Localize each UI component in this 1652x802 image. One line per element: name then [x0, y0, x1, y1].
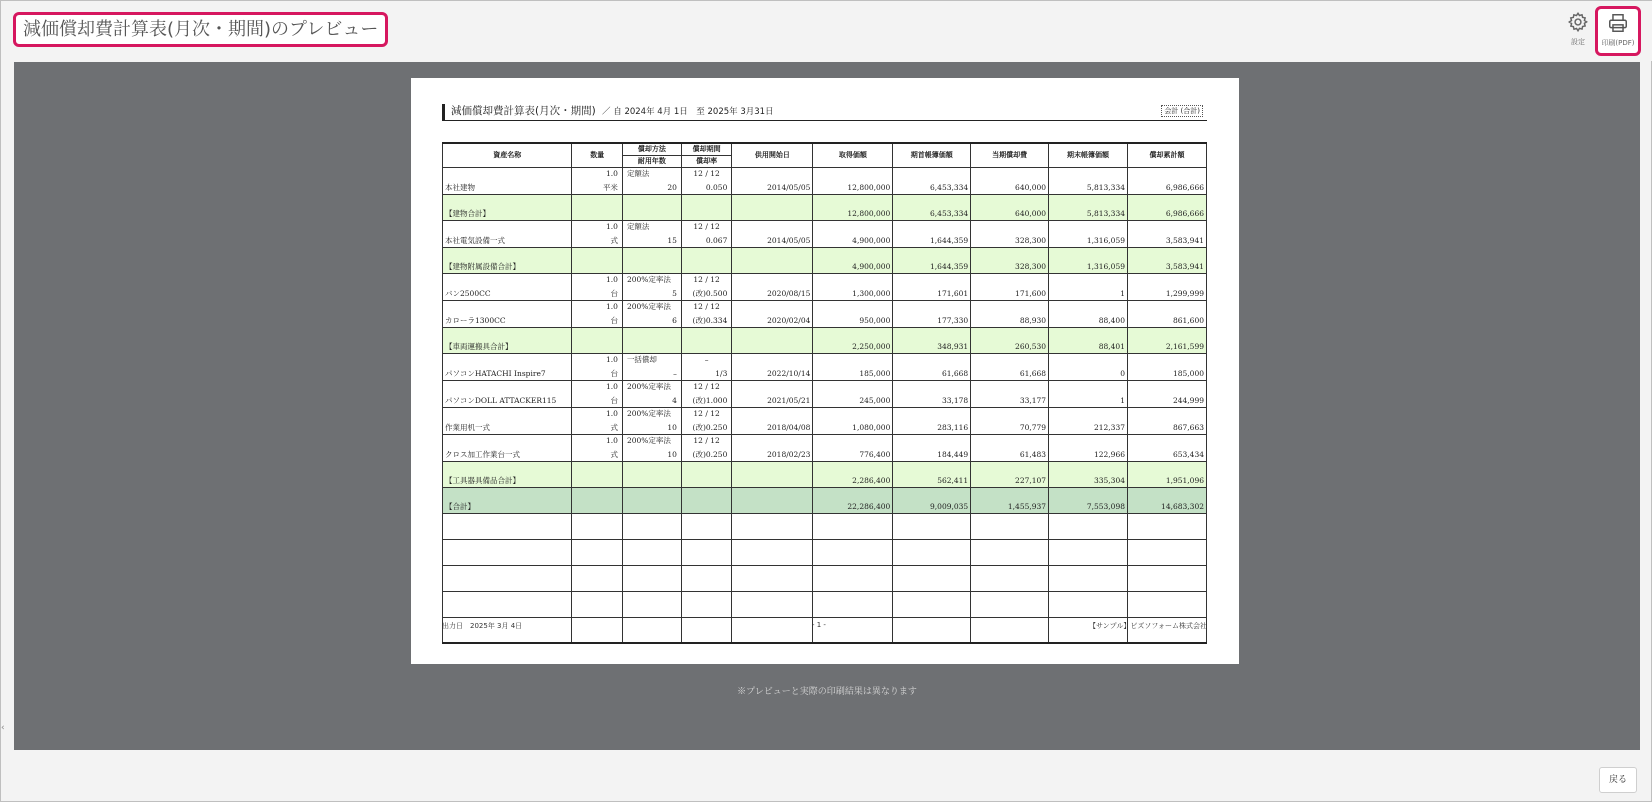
blank-cell — [443, 565, 572, 591]
quantity-cell-bottom: 式 — [610, 422, 618, 432]
method-cell-top: 定額法 — [626, 221, 650, 231]
asset-name-cell: バン2500CC — [443, 273, 572, 300]
table-row — [443, 167, 1207, 194]
method-cell — [622, 300, 681, 327]
quantity-cell-bottom: 式 — [610, 235, 618, 245]
blank-cell — [443, 513, 572, 539]
method-cell-top: 定額法 — [626, 168, 650, 178]
method-cell-bottom: 10 — [667, 449, 677, 459]
period-cell-top: 12 / 12 — [693, 274, 720, 284]
quantity-cell — [572, 273, 623, 300]
blank-row — [443, 591, 1207, 617]
opening-book-cell: 1,644,359 — [893, 220, 971, 247]
quantity-cell-bottom: 台 — [610, 395, 618, 405]
closing-book-cell: 1 — [1049, 380, 1128, 407]
quantity-cell-bottom: 台 — [610, 288, 618, 298]
current-dep-cell: 260,530 — [971, 327, 1049, 353]
closing-book-cell: 5,813,334 — [1049, 194, 1128, 220]
quantity-cell-top: 1.0 — [606, 168, 618, 178]
current-dep-cell: 70,779 — [971, 407, 1049, 434]
asset-name-cell: 【建物附属設備合計】 — [443, 247, 572, 273]
quantity-cell — [572, 407, 623, 434]
method-cell — [622, 487, 681, 513]
blank-cell — [1049, 565, 1128, 591]
period-cell-bottom: 0.067 — [705, 235, 728, 245]
table-row — [443, 353, 1207, 380]
quantity-cell-bottom: 式 — [610, 449, 618, 459]
subtotal-row — [443, 194, 1207, 220]
blank-cell — [681, 565, 732, 591]
start-date-cell — [732, 247, 813, 273]
period-cell — [681, 300, 732, 327]
quantity-cell — [572, 461, 623, 487]
closing-book-cell: 1,316,059 — [1049, 247, 1128, 273]
asset-name-cell: 【工具器具備品合計】 — [443, 461, 572, 487]
opening-book-cell: 9,009,035 — [893, 487, 971, 513]
col-start-date: 供用開始日 — [732, 143, 813, 167]
start-date-cell — [732, 194, 813, 220]
quantity-cell — [572, 220, 623, 247]
blank-cell — [1049, 591, 1128, 617]
blank-cell — [443, 539, 572, 565]
period-cell — [681, 487, 732, 513]
page-title: 減価償却費計算表(月次・期間)のプレビュー — [13, 12, 388, 47]
opening-book-cell: 33,178 — [893, 380, 971, 407]
period-cell — [681, 461, 732, 487]
quantity-cell-bottom: 平米 — [602, 182, 618, 192]
current-dep-cell: 61,668 — [971, 353, 1049, 380]
blank-cell — [732, 513, 813, 539]
method-cell-top: 200%定率法 — [626, 435, 671, 445]
quantity-cell-top: 1.0 — [606, 435, 618, 445]
header-bar — [1, 1, 1652, 61]
blank-cell — [732, 539, 813, 565]
asset-name-cell: パソコンDOLL ATTACKER115 — [443, 380, 572, 407]
opening-book-cell: 562,411 — [893, 461, 971, 487]
blank-cell — [893, 565, 971, 591]
blank-cell — [971, 539, 1049, 565]
method-cell — [622, 461, 681, 487]
acquisition-cell: 185,000 — [813, 353, 893, 380]
col-rate: 償却率 — [681, 155, 732, 167]
method-cell-bottom: 10 — [667, 422, 677, 432]
closing-book-cell: 88,401 — [1049, 327, 1128, 353]
quantity-cell-top: 1.0 — [606, 354, 618, 364]
report-heading — [442, 104, 1207, 121]
closing-book-cell: 88,400 — [1049, 300, 1128, 327]
accumulated-cell: 1,951,096 — [1127, 461, 1206, 487]
preview-area[interactable] — [14, 62, 1640, 750]
quantity-cell — [572, 327, 623, 353]
period-cell-bottom: (改)0.500 — [692, 288, 728, 298]
method-cell — [622, 273, 681, 300]
acquisition-cell: 4,900,000 — [813, 247, 893, 273]
asset-name-cell: クロス加工作業台一式 — [443, 434, 572, 461]
report-title: 減価償却費計算表(月次・期間) — [451, 105, 596, 117]
settings-label: 設定 — [1571, 38, 1585, 46]
accumulated-cell: 185,000 — [1127, 353, 1206, 380]
method-cell — [622, 434, 681, 461]
col-method: 償却方法 — [622, 143, 681, 155]
quantity-cell-top: 1.0 — [606, 408, 618, 418]
col-acquisition: 取得価額 — [813, 143, 893, 167]
gear-icon — [1567, 18, 1589, 37]
quantity-cell — [572, 487, 623, 513]
back-button[interactable]: 戻る — [1599, 767, 1637, 793]
blank-cell — [681, 591, 732, 617]
blank-cell — [1127, 513, 1206, 539]
printer-icon — [1607, 19, 1629, 38]
blank-cell — [1127, 591, 1206, 617]
period-cell-top: 12 / 12 — [693, 408, 720, 418]
blank-cell — [732, 565, 813, 591]
method-cell — [622, 380, 681, 407]
quantity-cell-bottom: 台 — [610, 368, 618, 378]
blank-cell — [572, 513, 623, 539]
blank-cell — [572, 539, 623, 565]
method-cell-top: 200%定率法 — [626, 301, 671, 311]
asset-name-cell: 本社建物 — [443, 167, 572, 194]
subtotal-row — [443, 327, 1207, 353]
table-row — [443, 380, 1207, 407]
method-cell-bottom: 5 — [672, 288, 677, 298]
method-cell — [622, 407, 681, 434]
settings-button[interactable] — [1557, 11, 1599, 57]
print-label: 印刷(PDF) — [1601, 39, 1635, 47]
start-date-cell — [732, 487, 813, 513]
asset-name-cell: 本社電気設備一式 — [443, 220, 572, 247]
preview-note: ※プレビューと実際の印刷結果は異なります — [737, 687, 917, 697]
blank-cell — [622, 513, 681, 539]
quantity-cell — [572, 194, 623, 220]
report-footer — [442, 621, 1207, 633]
current-dep-cell: 227,107 — [971, 461, 1049, 487]
page-number: - 1 - — [812, 621, 826, 629]
quantity-cell-top: 1.0 — [606, 274, 618, 284]
opening-book-cell: 6,453,334 — [893, 167, 971, 194]
accumulated-cell: 244,999 — [1127, 380, 1206, 407]
acquisition-cell: 2,286,400 — [813, 461, 893, 487]
blank-cell — [1127, 565, 1206, 591]
accumulated-cell: 3,583,941 — [1127, 220, 1206, 247]
method-cell-bottom: 6 — [672, 315, 677, 325]
period-cell — [681, 194, 732, 220]
table-row — [443, 300, 1207, 327]
method-cell — [622, 167, 681, 194]
start-date-cell: 2018/04/08 — [732, 407, 813, 434]
method-cell — [622, 220, 681, 247]
opening-book-cell: 283,116 — [893, 407, 971, 434]
blank-cell — [893, 539, 971, 565]
print-pdf-button[interactable] — [1595, 6, 1641, 56]
blank-cell — [1127, 539, 1206, 565]
start-date-cell — [732, 327, 813, 353]
period-cell — [681, 327, 732, 353]
blank-cell — [813, 513, 893, 539]
period-cell-bottom: (改)0.334 — [692, 315, 728, 325]
period-cell — [681, 380, 732, 407]
current-dep-cell: 328,300 — [971, 247, 1049, 273]
report-badge: 会計 (合計) — [1161, 105, 1203, 117]
opening-book-cell: 6,453,334 — [893, 194, 971, 220]
blank-row — [443, 513, 1207, 539]
blank-cell — [893, 513, 971, 539]
asset-name-cell: 【合計】 — [443, 487, 572, 513]
opening-book-cell: 184,449 — [893, 434, 971, 461]
subtotal-row — [443, 461, 1207, 487]
period-cell-bottom: (改)1.000 — [692, 395, 728, 405]
opening-book-cell: 61,668 — [893, 353, 971, 380]
blank-cell — [622, 591, 681, 617]
closing-book-cell: 5,813,334 — [1049, 167, 1128, 194]
current-dep-cell: 88,930 — [971, 300, 1049, 327]
method-cell-bottom: 4 — [672, 395, 677, 405]
period-cell — [681, 407, 732, 434]
opening-book-cell: 348,931 — [893, 327, 971, 353]
depreciation-table — [442, 142, 1207, 644]
report-period: ／ 自 2024年 4月 1日 至 2025年 3月31日 — [602, 107, 774, 117]
acquisition-cell: 12,800,000 — [813, 194, 893, 220]
blank-cell — [443, 591, 572, 617]
table-row — [443, 273, 1207, 300]
sidebar-toggle-icon[interactable]: ‹ — [1, 723, 5, 733]
period-cell-top: 12 / 12 — [693, 221, 720, 231]
current-dep-cell: 171,600 — [971, 273, 1049, 300]
method-cell — [622, 247, 681, 273]
accumulated-cell: 6,986,666 — [1127, 167, 1206, 194]
asset-name-cell: 【車両運搬具合計】 — [443, 327, 572, 353]
col-current-dep: 当期償却費 — [971, 143, 1049, 167]
period-cell-bottom: 1/3 — [715, 368, 728, 378]
blank-cell — [813, 591, 893, 617]
period-cell — [681, 434, 732, 461]
method-cell-bottom: – — [673, 368, 677, 378]
current-dep-cell: 61,483 — [971, 434, 1049, 461]
method-cell — [622, 327, 681, 353]
table-row — [443, 434, 1207, 461]
col-period: 償却期間 — [681, 143, 732, 155]
current-dep-cell: 1,455,937 — [971, 487, 1049, 513]
closing-book-cell: 1,316,059 — [1049, 220, 1128, 247]
acquisition-cell: 12,800,000 — [813, 167, 893, 194]
quantity-cell — [572, 167, 623, 194]
current-dep-cell: 328,300 — [971, 220, 1049, 247]
start-date-cell: 2021/05/21 — [732, 380, 813, 407]
accumulated-cell: 1,299,999 — [1127, 273, 1206, 300]
acquisition-cell: 950,000 — [813, 300, 893, 327]
period-cell-bottom: (改)0.250 — [692, 422, 728, 432]
method-cell — [622, 194, 681, 220]
opening-book-cell: 177,330 — [893, 300, 971, 327]
method-cell-top: 200%定率法 — [626, 381, 671, 391]
blank-cell — [971, 513, 1049, 539]
method-cell — [622, 353, 681, 380]
period-cell-bottom: 0.050 — [705, 182, 728, 192]
acquisition-cell: 2,250,000 — [813, 327, 893, 353]
closing-book-cell: 122,966 — [1049, 434, 1128, 461]
accumulated-cell: 6,986,666 — [1127, 194, 1206, 220]
blank-row — [443, 565, 1207, 591]
start-date-cell: 2022/10/14 — [732, 353, 813, 380]
accumulated-cell: 861,600 — [1127, 300, 1206, 327]
blank-cell — [681, 539, 732, 565]
closing-book-cell: 0 — [1049, 353, 1128, 380]
quantity-cell — [572, 434, 623, 461]
closing-book-cell: 212,337 — [1049, 407, 1128, 434]
period-cell-top: 12 / 12 — [693, 168, 720, 178]
opening-book-cell: 171,601 — [893, 273, 971, 300]
acquisition-cell: 1,080,000 — [813, 407, 893, 434]
accumulated-cell: 653,434 — [1127, 434, 1206, 461]
acquisition-cell: 245,000 — [813, 380, 893, 407]
blank-cell — [732, 591, 813, 617]
period-cell — [681, 247, 732, 273]
acquisition-cell: 776,400 — [813, 434, 893, 461]
period-cell-top: 12 / 12 — [693, 381, 720, 391]
acquisition-cell: 22,286,400 — [813, 487, 893, 513]
blank-cell — [1049, 513, 1128, 539]
start-date-cell: 2020/08/15 — [732, 273, 813, 300]
output-date: 出力日 2025年 3月 4日 — [442, 622, 523, 630]
period-cell — [681, 273, 732, 300]
asset-name-cell: カローラ1300CC — [443, 300, 572, 327]
blank-cell — [622, 565, 681, 591]
blank-cell — [813, 539, 893, 565]
table-body — [443, 167, 1207, 643]
start-date-cell: 2018/02/23 — [732, 434, 813, 461]
closing-book-cell: 335,304 — [1049, 461, 1128, 487]
col-useful-life: 耐用年数 — [622, 155, 681, 167]
quantity-cell — [572, 300, 623, 327]
quantity-cell — [572, 380, 623, 407]
accumulated-cell: 14,683,302 — [1127, 487, 1206, 513]
opening-book-cell: 1,644,359 — [893, 247, 971, 273]
col-asset-name: 資産名称 — [443, 143, 572, 167]
accumulated-cell: 3,583,941 — [1127, 247, 1206, 273]
period-cell-top: 12 / 12 — [693, 435, 720, 445]
start-date-cell: 2014/05/05 — [732, 167, 813, 194]
blank-cell — [622, 539, 681, 565]
quantity-cell-top: 1.0 — [606, 221, 618, 231]
quantity-cell-top: 1.0 — [606, 301, 618, 311]
blank-cell — [813, 565, 893, 591]
start-date-cell: 2020/02/04 — [732, 300, 813, 327]
period-cell — [681, 353, 732, 380]
start-date-cell — [732, 461, 813, 487]
table-row — [443, 407, 1207, 434]
closing-book-cell: 1 — [1049, 273, 1128, 300]
blank-cell — [572, 591, 623, 617]
asset-name-cell: パソコンHATACHI Inspire7 — [443, 353, 572, 380]
accumulated-cell: 2,161,599 — [1127, 327, 1206, 353]
subtotal-row — [443, 247, 1207, 273]
company-name: 【サンプル】ビズソフォーム株式会社 — [1088, 622, 1207, 630]
period-cell-top: 12 / 12 — [693, 301, 720, 311]
col-quantity: 数量 — [572, 143, 623, 167]
current-dep-cell: 33,177 — [971, 380, 1049, 407]
acquisition-cell: 4,900,000 — [813, 220, 893, 247]
total-row — [443, 487, 1207, 513]
quantity-cell-top: 1.0 — [606, 381, 618, 391]
closing-book-cell: 7,553,098 — [1049, 487, 1128, 513]
method-cell-bottom: 15 — [667, 235, 677, 245]
col-opening-book: 期首帳簿価額 — [893, 143, 971, 167]
blank-cell — [572, 565, 623, 591]
blank-cell — [681, 513, 732, 539]
blank-cell — [893, 591, 971, 617]
asset-name-cell: 作業用机一式 — [443, 407, 572, 434]
table-row — [443, 220, 1207, 247]
current-dep-cell: 640,000 — [971, 167, 1049, 194]
method-cell-top: 一括償却 — [626, 354, 657, 364]
report-page — [411, 78, 1239, 664]
col-accumulated: 償却累計額 — [1127, 143, 1206, 167]
accumulated-cell: 867,663 — [1127, 407, 1206, 434]
col-closing-book: 期末帳簿価額 — [1049, 143, 1128, 167]
asset-name-cell: 【建物合計】 — [443, 194, 572, 220]
start-date-cell: 2014/05/05 — [732, 220, 813, 247]
blank-cell — [1049, 539, 1128, 565]
blank-row — [443, 539, 1207, 565]
blank-cell — [971, 591, 1049, 617]
method-cell-bottom: 20 — [667, 182, 677, 192]
period-cell — [681, 167, 732, 194]
method-cell-top: 200%定率法 — [626, 408, 671, 418]
method-cell-top: 200%定率法 — [626, 274, 671, 284]
period-cell-bottom: (改)0.250 — [692, 449, 728, 459]
period-cell — [681, 220, 732, 247]
current-dep-cell: 640,000 — [971, 194, 1049, 220]
period-cell-top: – — [704, 354, 709, 364]
quantity-cell-bottom: 台 — [610, 315, 618, 325]
quantity-cell — [572, 353, 623, 380]
acquisition-cell: 1,300,000 — [813, 273, 893, 300]
quantity-cell — [572, 247, 623, 273]
blank-cell — [971, 565, 1049, 591]
